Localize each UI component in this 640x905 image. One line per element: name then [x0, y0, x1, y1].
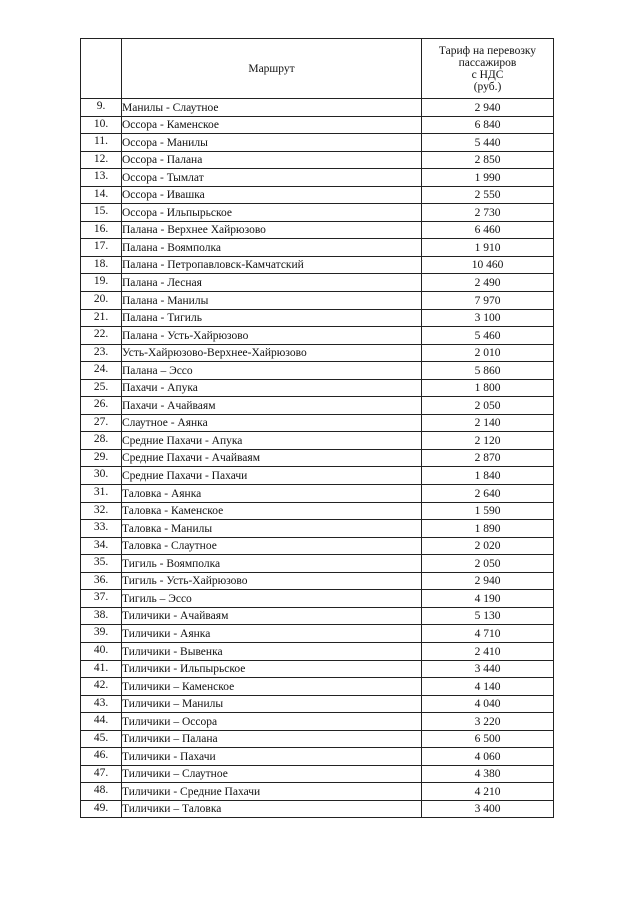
table-row [81, 414, 554, 432]
row-tariff: 1 840 [422, 467, 554, 485]
row-number: 47. [81, 765, 122, 783]
row-route: Слаутное - Аянка [122, 414, 422, 432]
row-route: Тиличики - Средние Пахачи [122, 783, 422, 801]
row-number: 28. [81, 432, 122, 450]
row-tariff: 2 410 [422, 642, 554, 660]
row-tariff: 2 730 [422, 204, 554, 222]
row-tariff: 3 100 [422, 309, 554, 327]
table-header [81, 39, 554, 99]
row-tariff: 2 940 [422, 572, 554, 590]
header-tariff-line: с НДС [471, 68, 504, 81]
row-tariff: 1 800 [422, 379, 554, 397]
row-route: Оссора - Ильпырьское [122, 204, 422, 222]
row-route: Таловка - Слаутное [122, 537, 422, 555]
table-row [81, 274, 554, 292]
row-route: Таловка - Манилы [122, 520, 422, 538]
row-route: Тиличики – Оссора [122, 713, 422, 731]
row-number: 25. [81, 379, 122, 397]
row-number: 32. [81, 502, 122, 520]
row-route: Средние Пахачи - Ачайваям [122, 449, 422, 467]
row-number: 9. [81, 99, 122, 117]
row-tariff: 4 040 [422, 695, 554, 713]
header-tariff-line: Тариф на перевозку [438, 44, 537, 57]
document-page [80, 38, 553, 818]
table-row [81, 362, 554, 380]
row-route: Тиличики – Палана [122, 730, 422, 748]
table-row [81, 239, 554, 257]
row-route: Тиличики - Ильпырьское [122, 660, 422, 678]
row-route: Манилы - Слаутное [122, 99, 422, 117]
row-number: 26. [81, 397, 122, 415]
table-row [81, 379, 554, 397]
row-tariff: 4 140 [422, 678, 554, 696]
table-body [81, 99, 554, 818]
row-tariff: 5 860 [422, 362, 554, 380]
row-number: 29. [81, 449, 122, 467]
row-number: 30. [81, 467, 122, 485]
row-route: Палана - Воямполка [122, 239, 422, 257]
row-number: 13. [81, 169, 122, 187]
row-tariff: 4 190 [422, 590, 554, 608]
row-route: Палана - Верхнее Хайрюзово [122, 221, 422, 239]
row-route: Палана - Петропавловск-Камчатский [122, 256, 422, 274]
row-route: Тиличики – Манилы [122, 695, 422, 713]
row-number: 37. [81, 590, 122, 608]
row-number: 15. [81, 204, 122, 222]
row-tariff: 4 380 [422, 765, 554, 783]
header-row [81, 39, 554, 99]
table-row [81, 204, 554, 222]
table-row [81, 765, 554, 783]
row-route: Тиличики – Каменское [122, 678, 422, 696]
table-row [81, 607, 554, 625]
row-number: 22. [81, 327, 122, 345]
row-tariff: 2 050 [422, 555, 554, 573]
table-row [81, 590, 554, 608]
row-route: Оссора - Палана [122, 151, 422, 169]
row-route: Усть-Хайрюзово-Верхнее-Хайрюзово [122, 344, 422, 362]
row-tariff: 2 010 [422, 344, 554, 362]
row-tariff: 1 910 [422, 239, 554, 257]
table-row [81, 713, 554, 731]
row-number: 42. [81, 678, 122, 696]
row-tariff: 6 460 [422, 221, 554, 239]
row-tariff: 2 640 [422, 485, 554, 503]
row-tariff: 1 890 [422, 520, 554, 538]
row-route: Тигиль – Эссо [122, 590, 422, 608]
row-number: 35. [81, 555, 122, 573]
table-row [81, 397, 554, 415]
table-row [81, 116, 554, 134]
row-tariff: 6 500 [422, 730, 554, 748]
row-tariff: 2 140 [422, 414, 554, 432]
row-tariff: 4 060 [422, 748, 554, 766]
row-tariff: 3 220 [422, 713, 554, 731]
row-tariff: 2 020 [422, 537, 554, 555]
row-tariff: 2 940 [422, 99, 554, 117]
table-row [81, 678, 554, 696]
row-route: Палана - Лесная [122, 274, 422, 292]
table-row [81, 485, 554, 503]
row-tariff: 7 970 [422, 292, 554, 310]
row-number: 16. [81, 221, 122, 239]
table-row [81, 730, 554, 748]
row-tariff: 2 850 [422, 151, 554, 169]
row-number: 41. [81, 660, 122, 678]
row-route: Тиличики - Аянка [122, 625, 422, 643]
row-number: 10. [81, 116, 122, 134]
table-row [81, 572, 554, 590]
row-tariff: 4 710 [422, 625, 554, 643]
row-number: 44. [81, 713, 122, 731]
row-route: Палана – Эссо [122, 362, 422, 380]
row-route: Оссора - Каменское [122, 116, 422, 134]
row-number: 34. [81, 537, 122, 555]
table-row [81, 432, 554, 450]
row-route: Пахачи - Ачайваям [122, 397, 422, 415]
row-route: Палана - Усть-Хайрюзово [122, 327, 422, 345]
table-row [81, 292, 554, 310]
header-number [81, 39, 122, 99]
row-number: 36. [81, 572, 122, 590]
table-row [81, 344, 554, 362]
row-number: 33. [81, 520, 122, 538]
table-row [81, 695, 554, 713]
row-route: Тиличики - Пахачи [122, 748, 422, 766]
row-route: Тиличики - Ачайваям [122, 607, 422, 625]
tariff-table [80, 38, 554, 818]
table-row [81, 537, 554, 555]
table-row [81, 555, 554, 573]
row-number: 20. [81, 292, 122, 310]
row-number: 49. [81, 800, 122, 818]
row-number: 40. [81, 642, 122, 660]
table-row [81, 151, 554, 169]
row-number: 23. [81, 344, 122, 362]
table-row [81, 783, 554, 801]
row-route: Тиличики – Таловка [122, 800, 422, 818]
table-row [81, 99, 554, 117]
row-tariff: 4 210 [422, 783, 554, 801]
row-tariff: 2 050 [422, 397, 554, 415]
header-tariff [422, 39, 554, 99]
row-number: 39. [81, 625, 122, 643]
row-number: 27. [81, 414, 122, 432]
row-route: Средние Пахачи - Пахачи [122, 467, 422, 485]
row-tariff: 1 990 [422, 169, 554, 187]
row-route: Пахачи - Апука [122, 379, 422, 397]
row-tariff: 5 440 [422, 134, 554, 152]
row-tariff: 3 440 [422, 660, 554, 678]
row-tariff: 10 460 [422, 256, 554, 274]
table-row [81, 748, 554, 766]
row-route: Средние Пахачи - Апука [122, 432, 422, 450]
row-number: 11. [81, 134, 122, 152]
row-number: 17. [81, 239, 122, 257]
header-route: Маршрут [122, 39, 422, 99]
row-number: 12. [81, 151, 122, 169]
row-route: Оссора - Ивашка [122, 186, 422, 204]
header-tariff-line: (руб.) [473, 80, 502, 93]
row-tariff: 5 460 [422, 327, 554, 345]
row-route: Оссора - Тымлат [122, 169, 422, 187]
table-row [81, 327, 554, 345]
table-row [81, 449, 554, 467]
row-number: 18. [81, 256, 122, 274]
row-route: Тигиль - Усть-Хайрюзово [122, 572, 422, 590]
row-number: 46. [81, 748, 122, 766]
row-number: 19. [81, 274, 122, 292]
row-tariff: 5 130 [422, 607, 554, 625]
table-row [81, 520, 554, 538]
row-number: 43. [81, 695, 122, 713]
row-number: 21. [81, 309, 122, 327]
table-row [81, 467, 554, 485]
table-row [81, 642, 554, 660]
table-row [81, 800, 554, 818]
row-number: 24. [81, 362, 122, 380]
table-row [81, 660, 554, 678]
table-row [81, 502, 554, 520]
table-row [81, 256, 554, 274]
row-number: 38. [81, 607, 122, 625]
row-route: Оссора - Манилы [122, 134, 422, 152]
row-tariff: 6 840 [422, 116, 554, 134]
row-tariff: 2 490 [422, 274, 554, 292]
row-route: Тиличики - Вывенка [122, 642, 422, 660]
row-route: Таловка - Аянка [122, 485, 422, 503]
row-tariff: 2 550 [422, 186, 554, 204]
row-route: Тиличики – Слаутное [122, 765, 422, 783]
row-number: 31. [81, 485, 122, 503]
row-route: Таловка - Каменское [122, 502, 422, 520]
table-row [81, 134, 554, 152]
table-row [81, 186, 554, 204]
table-row [81, 169, 554, 187]
table-row [81, 309, 554, 327]
row-number: 45. [81, 730, 122, 748]
table-row [81, 625, 554, 643]
header-tariff-line: пассажиров [458, 56, 517, 69]
row-route: Палана - Тигиль [122, 309, 422, 327]
row-tariff: 2 870 [422, 449, 554, 467]
row-number: 48. [81, 783, 122, 801]
row-number: 14. [81, 186, 122, 204]
table-row [81, 221, 554, 239]
row-tariff: 1 590 [422, 502, 554, 520]
row-tariff: 3 400 [422, 800, 554, 818]
row-route: Палана - Манилы [122, 292, 422, 310]
row-route: Тигиль - Воямполка [122, 555, 422, 573]
row-tariff: 2 120 [422, 432, 554, 450]
